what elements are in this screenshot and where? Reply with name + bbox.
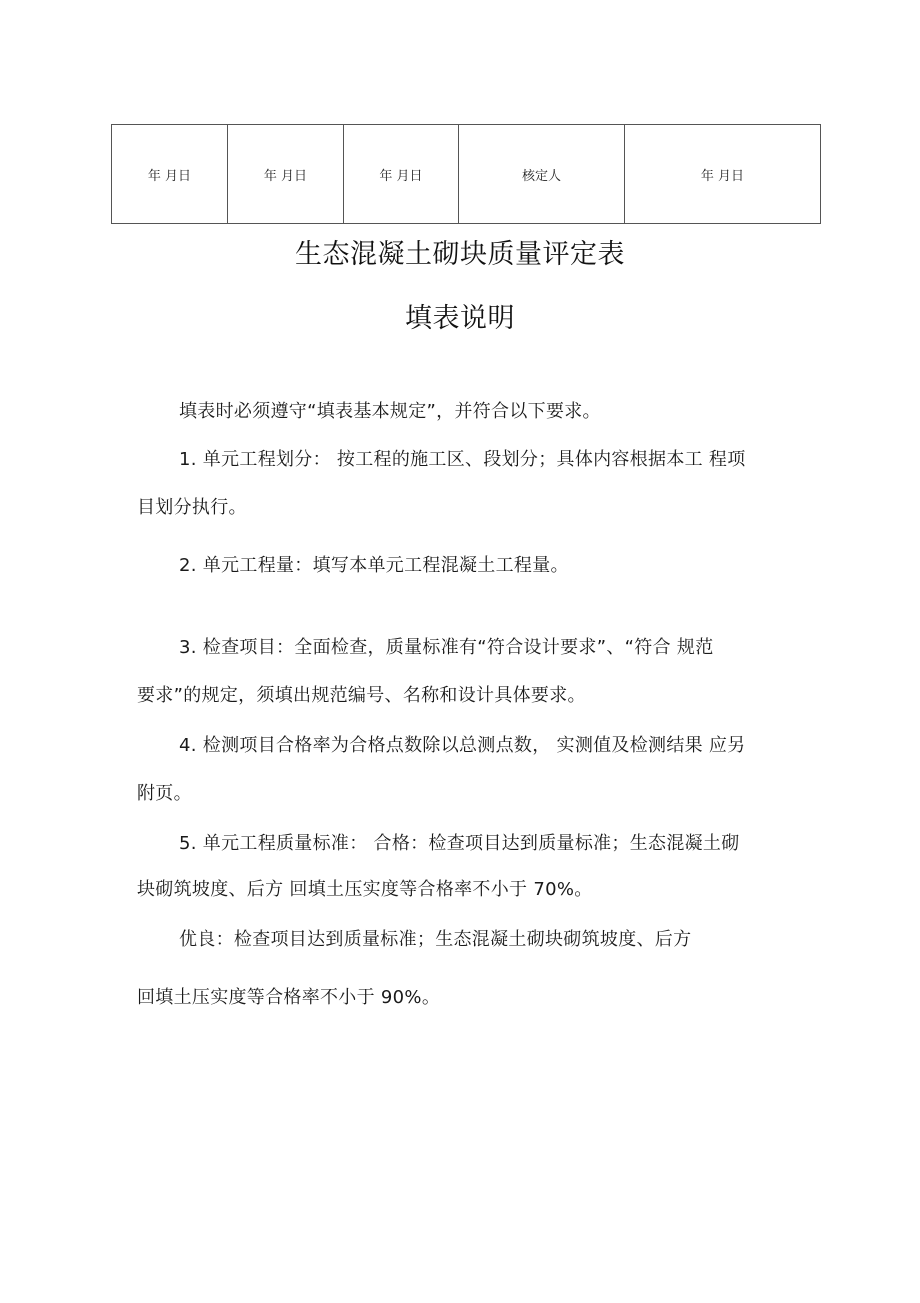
item-2: 2. 单元工程量：填写本单元工程混凝土工程量。 <box>179 555 569 576</box>
date-cell: 年 月日 <box>344 125 459 224</box>
item-4-line-1: 4. 检测项目合格率为合格点数除以总测点数， 实测值及检测结果 应另 <box>179 735 746 756</box>
item-1-line-2: 目划分执行。 <box>137 497 247 518</box>
date-cell: 年 月日 <box>625 125 821 224</box>
document-title: 生态混凝土砌块质量评定表 <box>295 239 625 270</box>
signature-row <box>112 125 821 224</box>
excellent-line-1: 优良：检查项目达到质量标准；生态混凝土砌块砌筑坡度、后方 <box>179 929 692 950</box>
intro-paragraph: 填表时必须遵守“填表基本规定”，并符合以下要求。 <box>179 401 601 422</box>
item-5-line-2: 块砌筑坡度、后方 回填土压实度等合格率不小于 70%。 <box>137 879 593 900</box>
item-4-line-2: 附页。 <box>137 783 192 804</box>
verifier-cell: 核定人 <box>459 125 625 224</box>
item-3-line-2: 要求”的规定，须填出规范编号、名称和设计具体要求。 <box>137 685 586 706</box>
excellent-line-2: 回填土压实度等合格率不小于 90%。 <box>137 987 441 1008</box>
signature-table <box>111 124 821 224</box>
item-5-line-1: 5. 单元工程质量标准： 合格：检查项目达到质量标准；生态混凝土砌 <box>179 833 740 854</box>
document-subtitle: 填表说明 <box>405 303 515 334</box>
item-3-line-1: 3. 检查项目：全面检查，质量标准有“符合设计要求”、“符合 规范 <box>179 637 714 658</box>
item-1-line-1: 1. 单元工程划分： 按工程的施工区、段划分；具体内容根据本工 程项 <box>179 449 746 470</box>
date-cell: 年 月日 <box>228 125 344 224</box>
date-cell: 年 月日 <box>112 125 228 224</box>
